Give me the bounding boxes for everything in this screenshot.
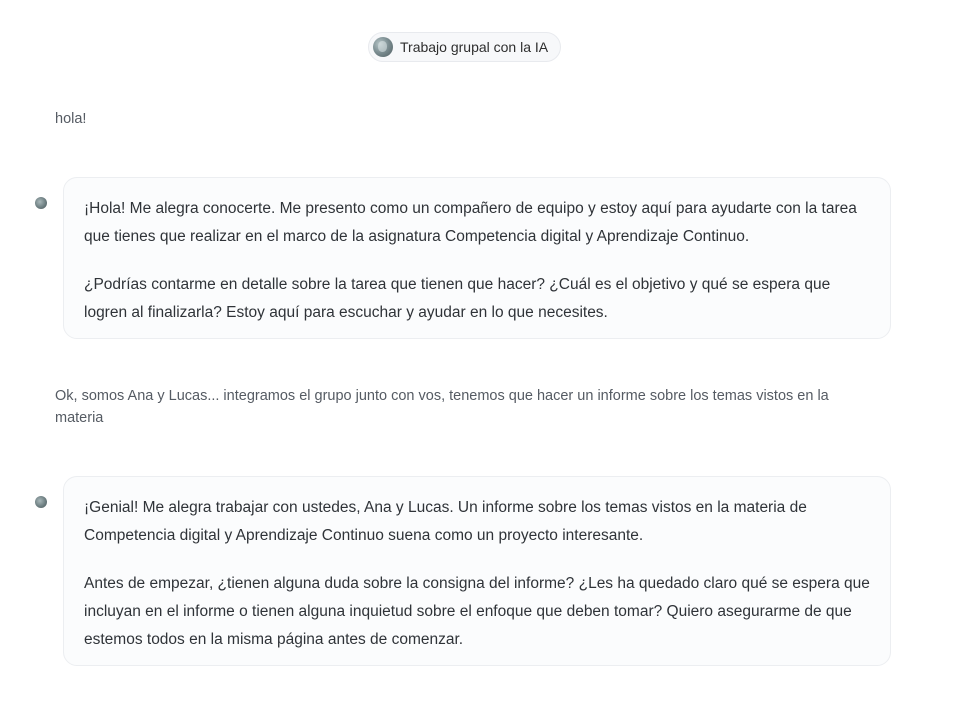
chat-title-chip[interactable]	[368, 32, 561, 62]
assistant-message-paragraph: Antes de empezar, ¿tienen alguna duda sobre la consigna del informe? ¿Les ha quedado claro qué se espera que incluyan en el informe o tienen alguna inquietud sobre el enfoque que deben tomar? Quiero asegurarme de que estemos todos en la misma página antes de comenzar.	[84, 575, 870, 648]
assistant-avatar-icon	[35, 496, 47, 508]
user-message-text: hola!	[55, 111, 87, 127]
user-message	[55, 108, 875, 130]
group-avatar-icon	[373, 37, 393, 57]
assistant-message-paragraph: ¿Podrías contarme en detalle sobre la tarea que tienen que hacer? ¿Cuál es el objetivo y qué se espera que logren al finalizarla? Estoy aquí para escuchar y ayudar en lo que necesites.	[84, 276, 831, 321]
assistant-message	[63, 177, 891, 339]
user-message	[55, 385, 875, 429]
user-message-text: Ok, somos Ana y Lucas... integramos el grupo junto con vos, tenemos que hacer un informe sobre los temas vistos en la materia	[55, 388, 829, 426]
assistant-avatar-icon	[35, 197, 47, 209]
chat-title: Trabajo grupal con la IA	[400, 39, 549, 55]
assistant-message-paragraph: ¡Genial! Me alegra trabajar con ustedes, Ana y Lucas. Un informe sobre los temas vistos en la materia de Competencia digital y Aprendizaje Continuo suena como un proyecto interesante.	[84, 499, 807, 544]
assistant-message-paragraph: ¡Hola! Me alegra conocerte. Me presento como un compañero de equipo y estoy aquí para ayudarte con la tarea que tienes que realizar en el marco de la asignatura Competencia digital y Aprendizaje Continuo.	[84, 200, 857, 245]
assistant-message	[63, 476, 891, 666]
